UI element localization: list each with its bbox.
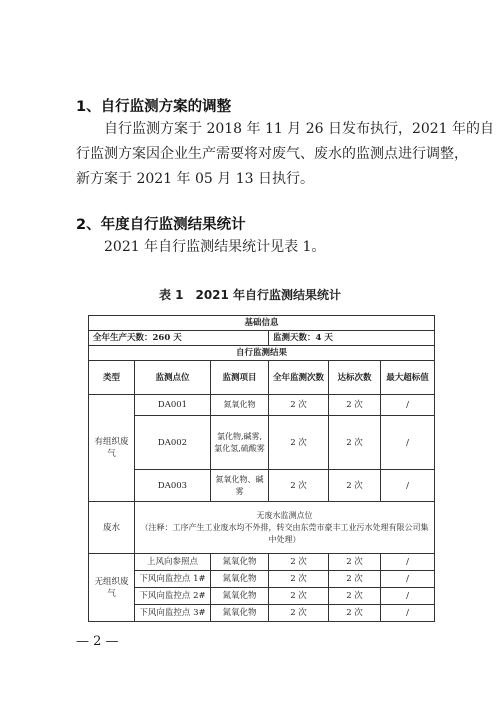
table-row [89,588,435,605]
table-caption: 表 1 2021 年自行监测结果统计 [158,288,342,302]
table-row [89,395,435,416]
header-cell: 监测项目 [211,361,269,395]
item-cell: 氮氧化物 [211,605,269,622]
paragraph-line: 行监测方案因企业生产需要将对废气、废水的监测点进行调整， [76,146,468,162]
table-header-row [89,361,435,395]
pass-cell: 2 次 [329,554,381,571]
table-row [89,416,435,470]
header-cell: 全年监测次数 [269,361,329,395]
header-cell: 监测点位 [135,361,211,395]
pass-cell: 2 次 [329,571,381,588]
item-cell: 氮氧化物 [211,588,269,605]
pass-cell: 2 次 [329,416,381,470]
table-row [89,470,435,502]
point-cell: 上风向参照点 [135,554,211,571]
paragraph-line: 自行监测方案于 2018 年 11 月 26 日发布执行，2021 年的自 [104,121,495,137]
times-cell: 2 次 [269,605,329,622]
table-row [89,554,435,571]
pass-cell: 2 次 [329,470,381,502]
times-cell: 2 次 [269,470,329,502]
times-cell: 2 次 [269,554,329,571]
item-cell: 氮氧化物 [211,554,269,571]
max-cell: / [381,470,435,502]
max-cell: / [381,571,435,588]
point-cell: 下风向监控点 2# [135,588,211,605]
type-cell: 废水 [89,502,135,554]
basic-info-title: 基础信息 [89,316,435,331]
wastewater-line: （注释：工序产生工业废水均不外排，转交由东莞市豪丰工业污水处理有限公司集中处理） [140,522,429,544]
paragraph-line: 2021 年自行监测结果统计见表 1。 [104,239,326,255]
point-cell: DA003 [135,470,211,502]
times-cell: 2 次 [269,395,329,416]
point-cell: DA002 [135,416,211,470]
times-cell: 2 次 [269,416,329,470]
results-title: 自行监测结果 [89,346,435,361]
item-cell: 氯化物,碱雾,氯化氢,硫酸雾 [211,416,269,470]
table-row [89,571,435,588]
max-cell: / [381,395,435,416]
times-cell: 2 次 [269,588,329,605]
section-1-paragraph [76,117,495,192]
table-row [89,605,435,622]
pass-cell: 2 次 [329,588,381,605]
type-cell: 有组织废气 [89,395,135,502]
wastewater-note [135,502,435,554]
page-number: — 2 — [76,634,119,649]
production-days: 全年生产天数：260 天 [89,331,269,346]
type-cell: 无组织废气 [89,554,135,622]
monitoring-days: 监测天数：4 天 [269,331,435,346]
table-row [89,502,435,554]
monitoring-results-table [88,315,435,622]
header-cell: 类型 [89,361,135,395]
header-cell: 达标次数 [329,361,381,395]
section-2-heading: 2、年度自行监测结果统计 [76,217,246,233]
point-cell: DA001 [135,395,211,416]
point-cell: 下风向监控点 3# [135,605,211,622]
item-cell: 氮氧化物、碱雾 [211,470,269,502]
point-cell: 下风向监控点 1# [135,571,211,588]
times-cell: 2 次 [269,571,329,588]
max-cell: / [381,588,435,605]
header-cell: 最大超标值 [381,361,435,395]
section-1-heading: 1、自行监测方案的调整 [76,99,232,115]
pass-cell: 2 次 [329,395,381,416]
wastewater-line: 无废水监测点位 [256,510,313,520]
section-2-paragraph [76,235,444,260]
pass-cell: 2 次 [329,605,381,622]
item-cell: 氮氧化物 [211,571,269,588]
max-cell: / [381,554,435,571]
item-cell: 氮氧化物 [211,395,269,416]
max-cell: / [381,605,435,622]
paragraph-line: 新方案于 2021 年 05 月 13 日执行。 [76,171,314,187]
max-cell: / [381,416,435,470]
